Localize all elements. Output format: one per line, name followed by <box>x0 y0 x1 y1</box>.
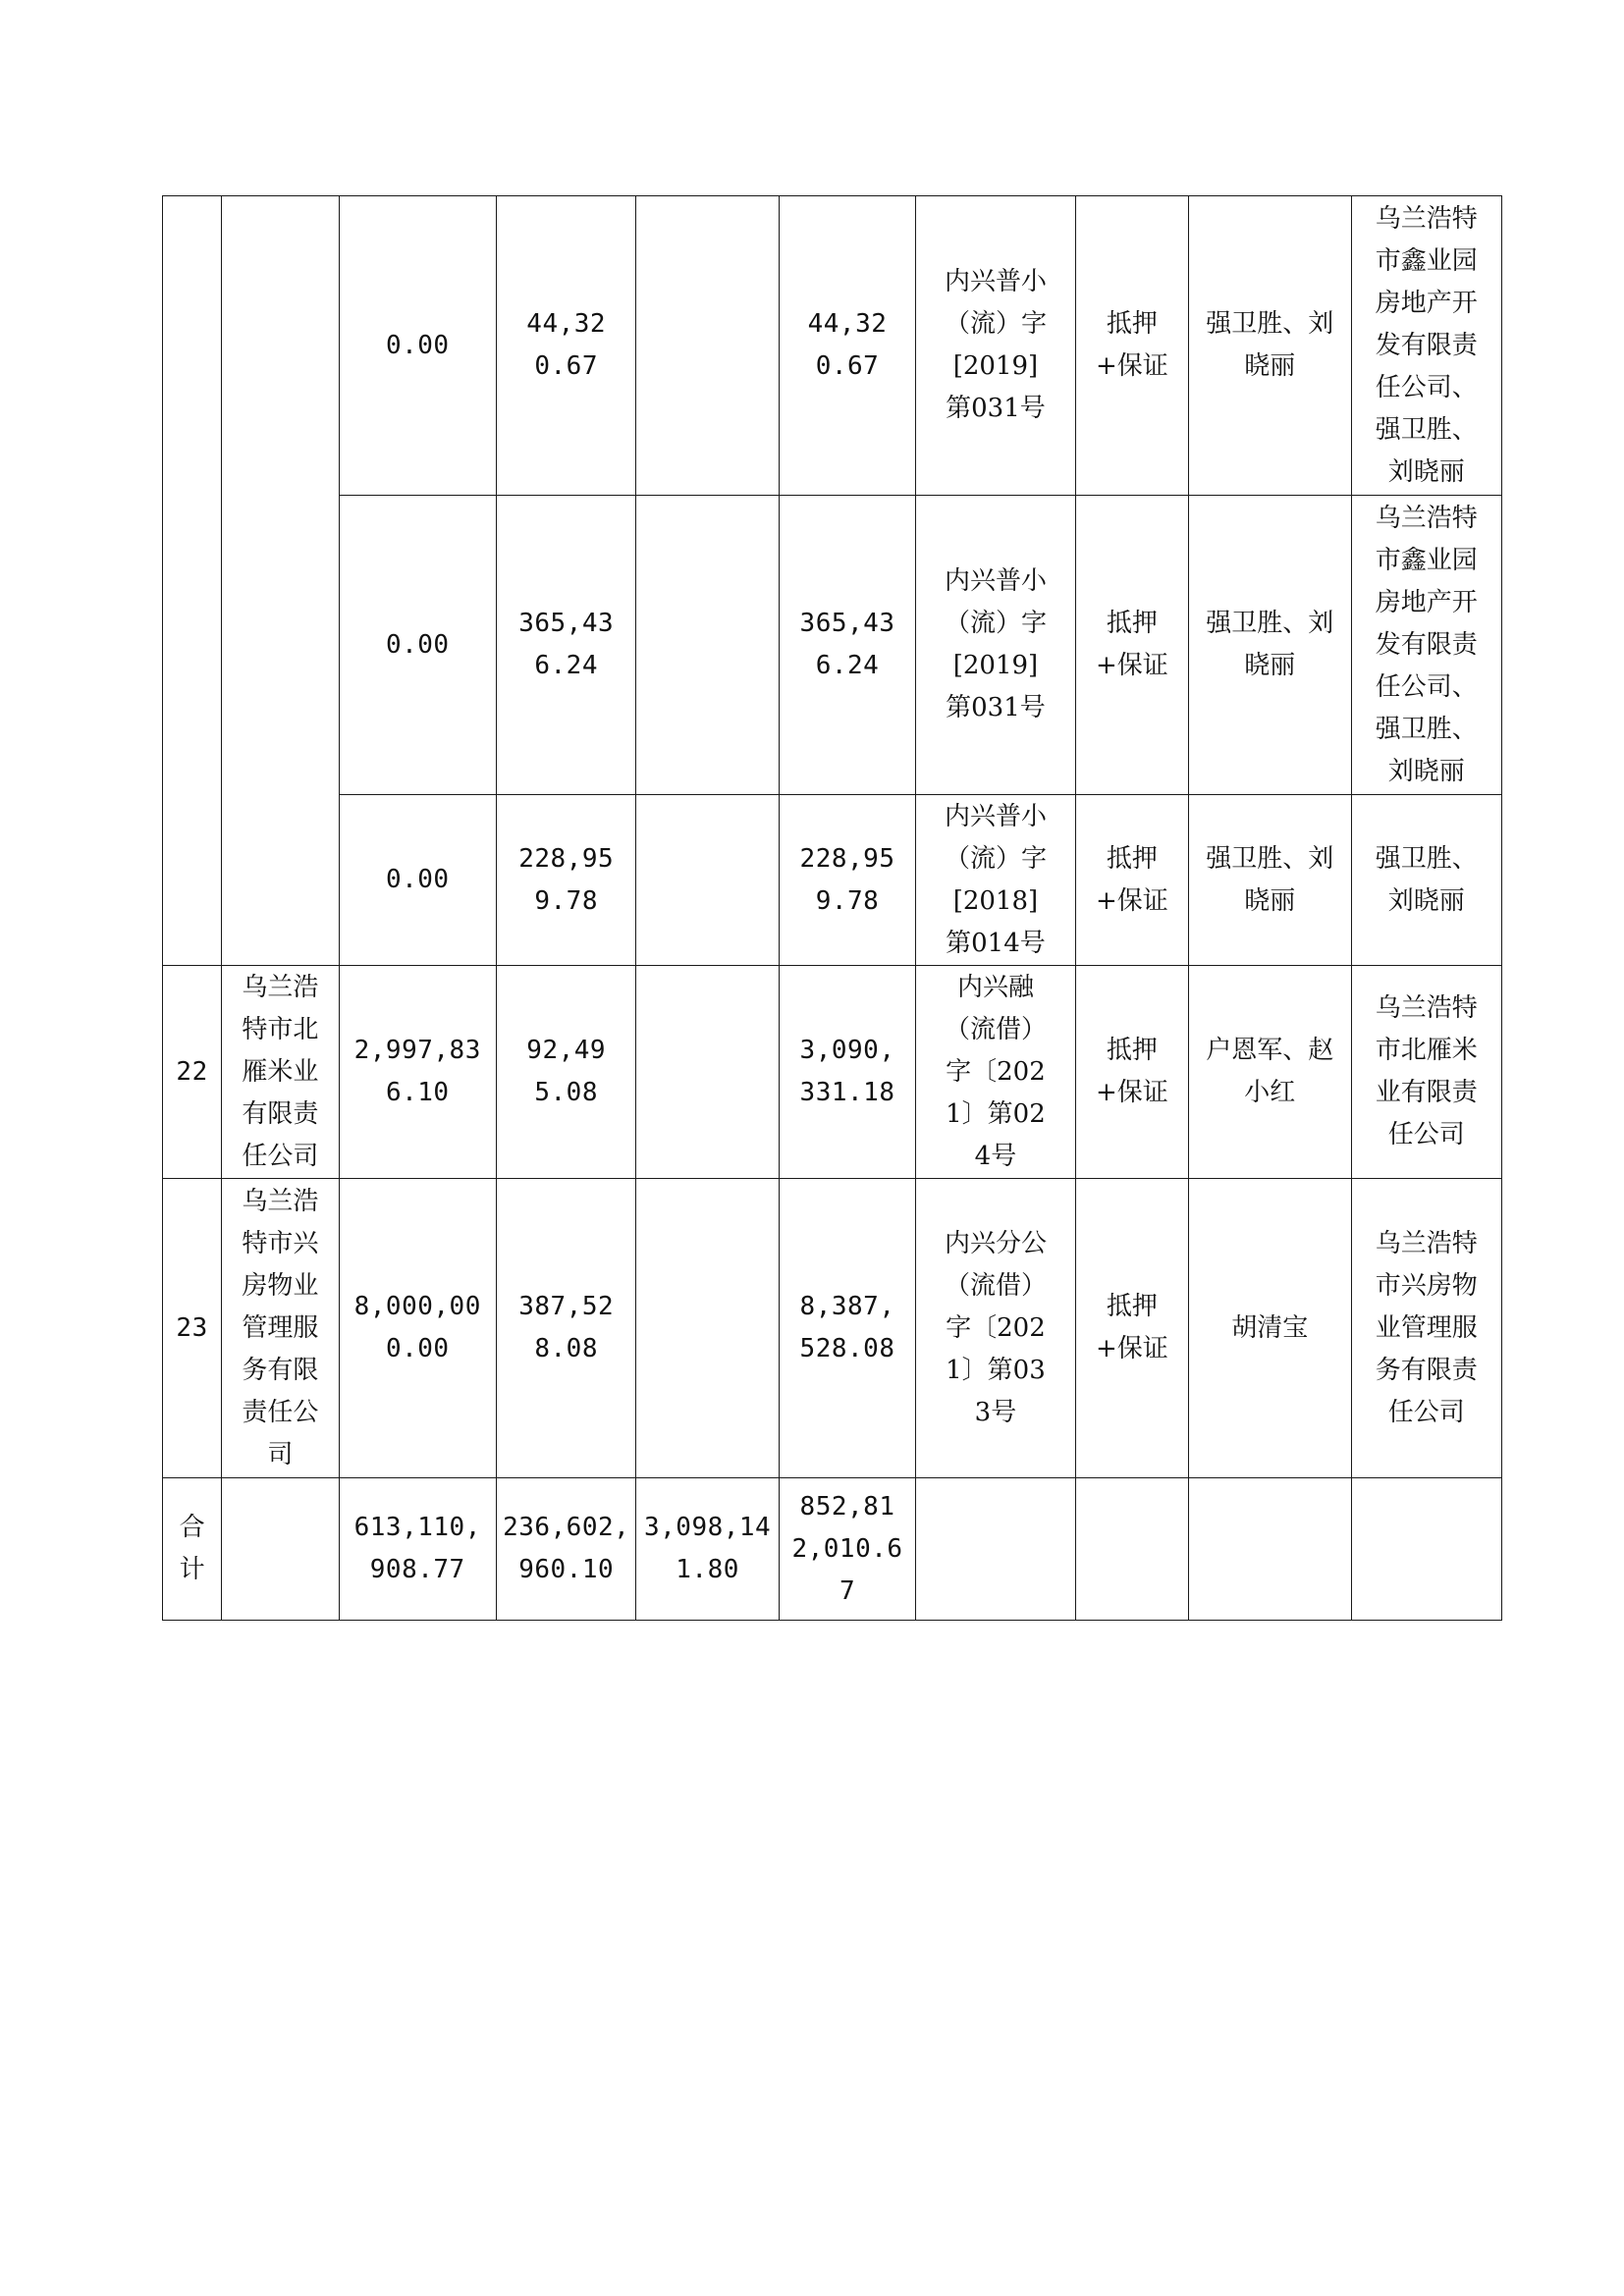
amount-b-cell: 365,436.24 <box>496 496 635 795</box>
row-number-cell: 23 <box>163 1179 222 1478</box>
mortgagor-cell: 强卫胜、刘晓丽 <box>1351 795 1502 966</box>
guarantor-cell: 强卫胜、刘晓丽 <box>1189 795 1351 966</box>
contract-no-cell: 内兴分公（流借）字〔2021〕第033号 <box>916 1179 1075 1478</box>
amount-a-cell: 2,997,836.10 <box>339 966 496 1179</box>
company-cell: 乌兰浩特市北雁米业有限责任公司 <box>222 966 339 1179</box>
guarantee-method-cell: 抵押+保证 <box>1075 795 1188 966</box>
guarantor-cell: 强卫胜、刘晓丽 <box>1189 196 1351 496</box>
amount-b-cell: 387,528.08 <box>496 1179 635 1478</box>
amount-b-cell: 92,495.08 <box>496 966 635 1179</box>
table-row <box>163 966 1502 1179</box>
guarantor-cell: 强卫胜、刘晓丽 <box>1189 496 1351 795</box>
total-method-cell <box>1075 1478 1188 1621</box>
total-guarantor-cell <box>1189 1478 1351 1621</box>
amount-a-cell: 0.00 <box>339 795 496 966</box>
total-amount-c-cell: 3,098,141.80 <box>636 1478 779 1621</box>
total-amount-a-cell: 613,110,908.77 <box>339 1478 496 1621</box>
amount-c-cell <box>636 795 779 966</box>
amount-d-cell: 3,090,331.18 <box>779 966 915 1179</box>
amount-d-cell: 44,320.67 <box>779 196 915 496</box>
total-contract-cell <box>916 1478 1075 1621</box>
contract-no-cell: 内兴融（流借）字〔2021〕第024号 <box>916 966 1075 1179</box>
guarantee-method-cell: 抵押+保证 <box>1075 196 1188 496</box>
row-number-cell: 22 <box>163 966 222 1179</box>
amount-b-cell: 44,320.67 <box>496 196 635 496</box>
amount-d-cell: 228,959.78 <box>779 795 915 966</box>
total-amount-d-cell: 852,812,010.67 <box>779 1478 915 1621</box>
contract-no-cell: 内兴普小（流）字[2019]第031号 <box>916 196 1075 496</box>
amount-a-cell: 8,000,000.00 <box>339 1179 496 1478</box>
amount-d-cell: 365,436.24 <box>779 496 915 795</box>
company-cell <box>222 196 339 966</box>
amount-c-cell <box>636 1179 779 1478</box>
total-company-cell <box>222 1478 339 1621</box>
amount-c-cell <box>636 496 779 795</box>
total-label-cell: 合计 <box>163 1478 222 1621</box>
amount-c-cell <box>636 966 779 1179</box>
guarantee-method-cell: 抵押+保证 <box>1075 496 1188 795</box>
amount-b-cell: 228,959.78 <box>496 795 635 966</box>
guarantor-cell: 胡清宝 <box>1189 1179 1351 1478</box>
mortgagor-cell: 乌兰浩特市鑫业园房地产开发有限责任公司、强卫胜、刘晓丽 <box>1351 496 1502 795</box>
contract-no-cell: 内兴普小（流）字[2019]第031号 <box>916 496 1075 795</box>
amount-d-cell: 8,387,528.08 <box>779 1179 915 1478</box>
mortgagor-cell: 乌兰浩特市北雁米业有限责任公司 <box>1351 966 1502 1179</box>
guarantor-cell: 户恩军、赵小红 <box>1189 966 1351 1179</box>
row-number-cell <box>163 196 222 966</box>
total-mortgagor-cell <box>1351 1478 1502 1621</box>
table-row <box>163 795 1502 966</box>
amount-c-cell <box>636 196 779 496</box>
amount-a-cell: 0.00 <box>339 496 496 795</box>
total-row <box>163 1478 1502 1621</box>
guarantee-method-cell: 抵押+保证 <box>1075 966 1188 1179</box>
guarantee-method-cell: 抵押+保证 <box>1075 1179 1188 1478</box>
mortgagor-cell: 乌兰浩特市兴房物业管理服务有限责任公司 <box>1351 1179 1502 1478</box>
contract-no-cell: 内兴普小（流）字[2018]第014号 <box>916 795 1075 966</box>
loan-table <box>162 195 1502 1621</box>
amount-a-cell: 0.00 <box>339 196 496 496</box>
total-amount-b-cell: 236,602,960.10 <box>496 1478 635 1621</box>
company-cell: 乌兰浩特市兴房物业管理服务有限责任公司 <box>222 1179 339 1478</box>
table-row <box>163 496 1502 795</box>
table-row <box>163 196 1502 496</box>
table-row <box>163 1179 1502 1478</box>
mortgagor-cell: 乌兰浩特市鑫业园房地产开发有限责任公司、强卫胜、刘晓丽 <box>1351 196 1502 496</box>
